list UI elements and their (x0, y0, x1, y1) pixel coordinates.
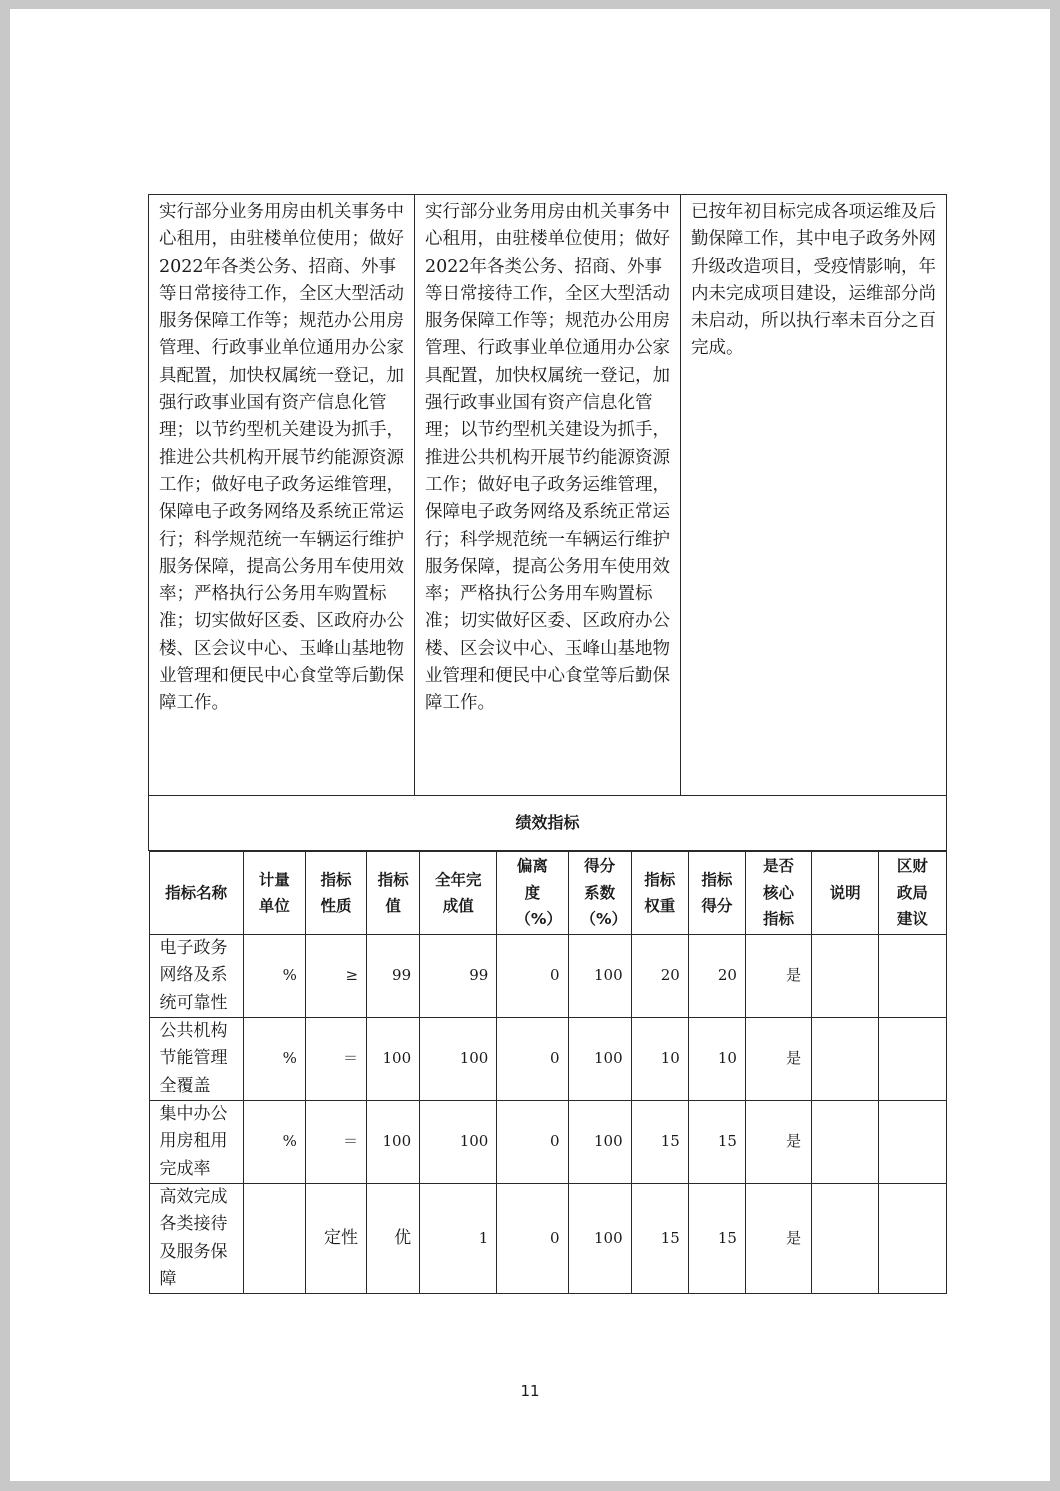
metric-coef: 100 (568, 1018, 631, 1101)
metric-deviation: 0 (497, 1184, 568, 1294)
metric-coef: 100 (568, 1101, 631, 1184)
metric-core: 是 (745, 1184, 811, 1294)
header-deviation: 偏离度（%） (497, 852, 568, 935)
annual-target-cell: 实行部分业务用房由机关事务中心租用，由驻楼单位使用；做好2022年各类公务、招商、外事等日常接待工作，全区大型活动服务保障工作等；规范办公用房管理、行政事业单位通用办公家具配置，加快权属统一登记，加强行政事业国有资产信息化管理；以节约型机关建设为抓手，推进公共机构开展节约能源资源工作；做好电子政务运维管理，保障电子政务网络及系统正常运行；科学规范统一车辆运行维护服务保障，提高公务用车使用效率；严格执行公务用车购置标准；切实做好区委、区政府办公楼、区会议中心、玉峰山基地物业管理和便民中心食堂等后勤保障工作。 (149, 195, 415, 796)
header-actual: 全年完成值 (420, 852, 497, 935)
metric-name: 高效完成各类接待及服务保障 (149, 1184, 243, 1294)
metric-score: 20 (688, 935, 745, 1018)
metric-weight: 10 (631, 1018, 688, 1101)
metric-unit: % (243, 1018, 305, 1101)
metric-core: 是 (745, 1018, 811, 1101)
metric-note (812, 935, 879, 1018)
metric-core: 是 (745, 935, 811, 1018)
metric-value: 100 (367, 1018, 420, 1101)
page-number: 11 (520, 1382, 540, 1400)
header-core: 是否核心指标 (745, 852, 811, 935)
metric-value: 100 (367, 1101, 420, 1184)
metrics-table (149, 851, 947, 1294)
metric-coef: 100 (568, 935, 631, 1018)
performance-table (148, 194, 947, 1294)
header-name: 指标名称 (149, 852, 243, 935)
targets-row (149, 195, 947, 796)
metric-note (812, 1184, 879, 1294)
metric-actual: 100 (420, 1101, 497, 1184)
metric-advice (879, 1101, 946, 1184)
metric-unit (243, 1184, 305, 1294)
metric-unit: % (243, 935, 305, 1018)
actual-completion-cell: 实行部分业务用房由机关事务中心租用，由驻楼单位使用；做好2022年各类公务、招商、外事等日常接待工作，全区大型活动服务保障工作等；规范办公用房管理、行政事业单位通用办公家具配置，加快权属统一登记，加强行政事业国有资产信息化管理；以节约型机关建设为抓手，推进公共机构开展节约能源资源工作；做好电子政务运维管理，保障电子政务网络及系统正常运行；科学规范统一车辆运行维护服务保障，提高公务用车使用效率；严格执行公务用车购置标准；切实做好区委、区政府办公楼、区会议中心、玉峰山基地物业管理和便民中心食堂等后勤保障工作。 (415, 195, 681, 796)
metric-row (149, 1101, 946, 1184)
metric-actual: 99 (420, 935, 497, 1018)
metric-row (149, 935, 946, 1018)
metric-value: 99 (367, 935, 420, 1018)
header-coef: 得分系数（%） (568, 852, 631, 935)
header-unit: 计量单位 (243, 852, 305, 935)
metric-deviation: 0 (497, 1018, 568, 1101)
metric-nature: ＝ (305, 1101, 366, 1184)
metric-advice (879, 1018, 946, 1101)
metric-name: 公共机构节能管理全覆盖 (149, 1018, 243, 1101)
metric-name: 集中办公用房租用完成率 (149, 1101, 243, 1184)
metric-nature: ≥ (305, 935, 366, 1018)
metric-coef: 100 (568, 1184, 631, 1294)
metric-weight: 20 (631, 935, 688, 1018)
metric-row (149, 1184, 946, 1294)
metric-actual: 100 (420, 1018, 497, 1101)
metric-nature: 定性 (305, 1184, 366, 1294)
section-title: 绩效指标 (149, 796, 947, 851)
metric-note (812, 1101, 879, 1184)
metric-value: 优 (367, 1184, 420, 1294)
metric-nature: ＝ (305, 1018, 366, 1101)
metric-advice (879, 935, 946, 1018)
metric-actual: 1 (420, 1184, 497, 1294)
header-nature: 指标性质 (305, 852, 366, 935)
metric-score: 15 (688, 1101, 745, 1184)
metric-weight: 15 (631, 1101, 688, 1184)
metric-unit: % (243, 1101, 305, 1184)
completion-note-cell: 已按年初目标完成各项运维及后勤保障工作，其中电子政务外网升级改造项目，受疫情影响，年内未完成项目建设，运维部分尚未启动，所以执行率未百分之百完成。 (681, 195, 947, 796)
metrics-header-row (149, 852, 946, 935)
metric-core: 是 (745, 1101, 811, 1184)
metric-advice (879, 1184, 946, 1294)
header-score: 指标得分 (688, 852, 745, 935)
metric-note (812, 1018, 879, 1101)
metric-deviation: 0 (497, 1101, 568, 1184)
header-value: 指标值 (367, 852, 420, 935)
metric-deviation: 0 (497, 935, 568, 1018)
metric-row (149, 1018, 946, 1101)
metric-weight: 15 (631, 1184, 688, 1294)
metric-name: 电子政务网络及系统可靠性 (149, 935, 243, 1018)
metrics-container (149, 851, 947, 1295)
metric-score: 15 (688, 1184, 745, 1294)
header-weight: 指标权重 (631, 852, 688, 935)
header-note: 说明 (812, 852, 879, 935)
header-advice: 区财政局建议 (879, 852, 946, 935)
metric-score: 10 (688, 1018, 745, 1101)
document-page (10, 9, 1050, 1481)
